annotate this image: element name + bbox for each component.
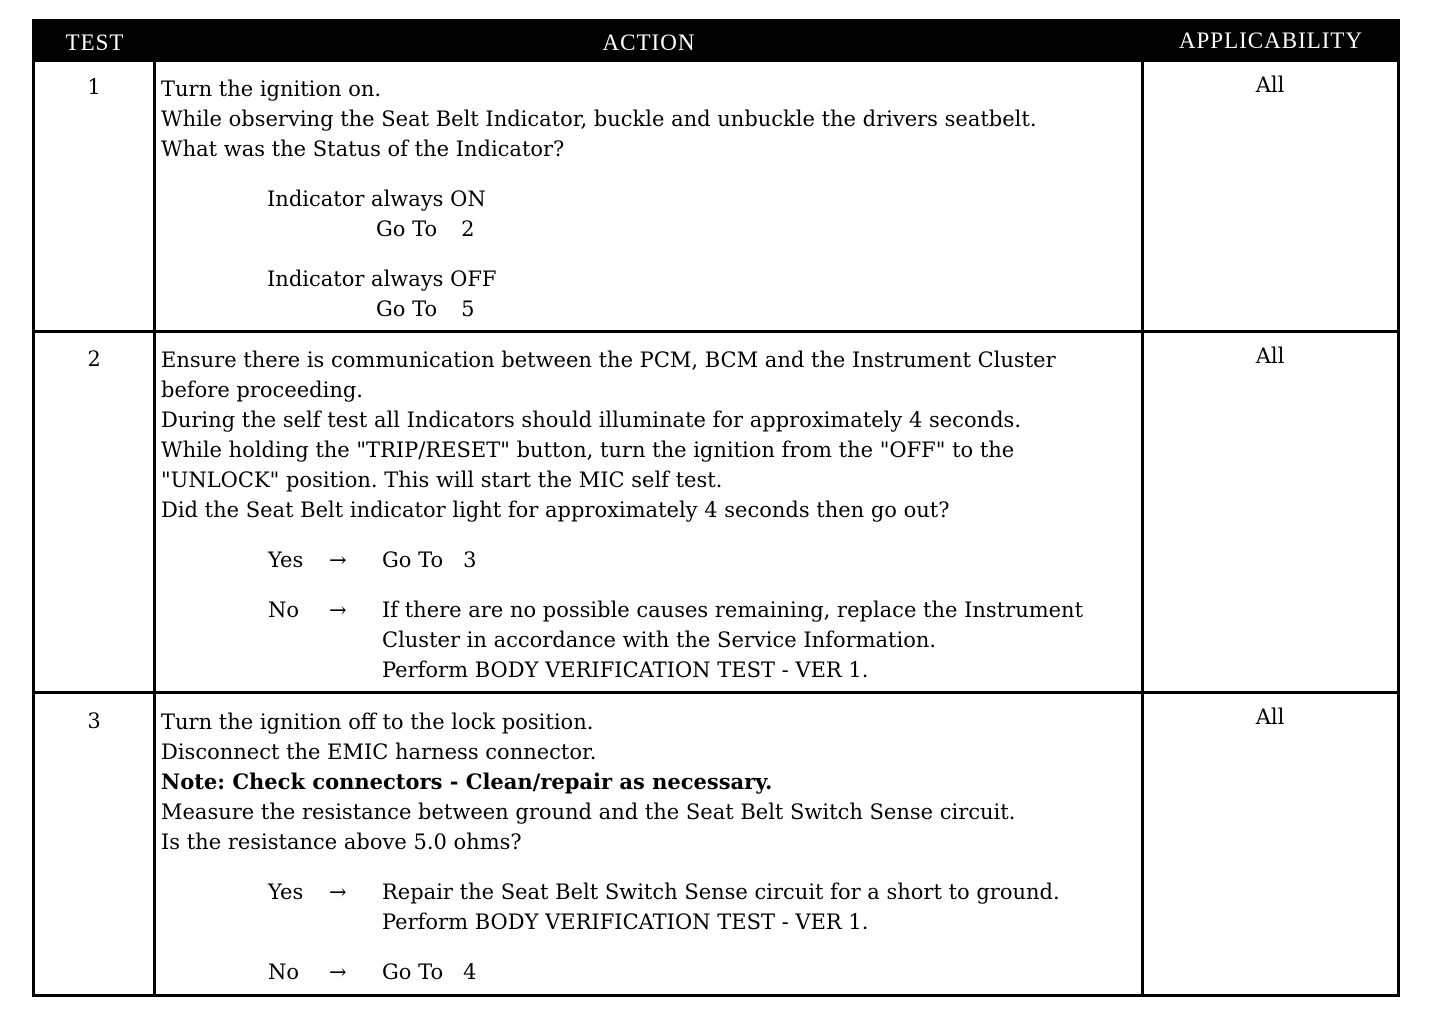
outcome-yes	[161, 877, 1137, 937]
diagnostic-table	[32, 19, 1400, 997]
outcome-no	[161, 957, 1137, 987]
outcome-line: Perform BODY VERIFICATION TEST - VER 1.	[382, 910, 869, 934]
outcome-no	[161, 595, 1137, 685]
outcome-label: No	[268, 960, 300, 984]
outcome-label: Yes	[268, 548, 304, 572]
table-header	[35, 22, 1397, 62]
action-line: Turn the ignition on.	[161, 77, 382, 101]
outcome-line: Go To 4	[382, 960, 477, 984]
test-number: 3	[87, 709, 101, 733]
row-divider	[35, 330, 1397, 333]
row-divider	[35, 691, 1397, 694]
outcome-line: If there are no possible causes remaining, replace the Instrument	[382, 598, 1084, 622]
action-line: Is the resistance above 5.0 ohms?	[161, 830, 522, 854]
action-line: Did the Seat Belt indicator light for approximately 4 seconds then go out?	[161, 498, 950, 522]
header-action: ACTION	[602, 30, 696, 55]
action-line: While observing the Seat Belt Indicator, buckle and unbuckle the drivers seatbelt.	[161, 107, 1037, 131]
outcome-yes	[161, 545, 1137, 575]
test-number: 2	[87, 347, 101, 371]
right-arrow-icon: →	[329, 548, 347, 572]
action-cell	[161, 345, 1137, 685]
action-cell	[161, 707, 1137, 987]
indicator-status: Indicator always ON	[267, 187, 486, 211]
action-line: Measure the resistance between ground and the Seat Belt Switch Sense circuit.	[161, 800, 1016, 824]
outcome-body	[382, 595, 1137, 685]
action-line: before proceeding.	[161, 378, 363, 402]
outcome-line: Perform BODY VERIFICATION TEST - VER 1.	[382, 658, 869, 682]
action-line: Turn the ignition off to the lock position.	[161, 710, 594, 734]
outcome-line: Repair the Seat Belt Switch Sense circuit for a short to ground.	[382, 880, 1060, 904]
goto-label: Go To	[376, 297, 438, 321]
action-line: "UNLOCK" position. This will start the MIC self test.	[161, 468, 723, 492]
indicator-status: Indicator always OFF	[267, 267, 497, 291]
outcome-body	[382, 877, 1137, 937]
outcome-body	[382, 545, 1137, 575]
outcome-label: No	[268, 598, 300, 622]
action-line: During the self test all Indicators should illuminate for approximately 4 seconds.	[161, 408, 1022, 432]
outcome-line: Cluster in accordance with the Service Information.	[382, 628, 937, 652]
column-divider	[153, 62, 156, 994]
test-number: 1	[87, 75, 101, 99]
outcome-body	[382, 957, 1137, 987]
action-cell	[161, 74, 1137, 324]
note-line: Note: Check connectors - Clean/repair as necessary.	[161, 769, 773, 794]
goto-step	[161, 294, 1137, 324]
right-arrow-icon: →	[329, 960, 347, 984]
action-line: While holding the "TRIP/RESET" button, turn the ignition from the "OFF" to the	[161, 438, 1015, 462]
goto-number: 5	[461, 297, 475, 321]
right-arrow-icon: →	[329, 598, 347, 622]
header-test: TEST	[65, 30, 125, 55]
goto-label: Go To	[376, 217, 438, 241]
goto-number: 2	[461, 217, 475, 241]
column-divider	[1141, 62, 1144, 994]
goto-step	[161, 214, 1137, 244]
right-arrow-icon: →	[329, 880, 347, 904]
action-line: Disconnect the EMIC harness connector.	[161, 740, 597, 764]
applicability-value: All	[1255, 73, 1285, 97]
applicability-value: All	[1255, 344, 1285, 368]
action-line: Ensure there is communication between the PCM, BCM and the Instrument Cluster	[161, 348, 1056, 372]
applicability-value: All	[1255, 705, 1285, 729]
action-line: What was the Status of the Indicator?	[161, 137, 565, 161]
outcome-label: Yes	[268, 880, 304, 904]
outcome-line: Go To 3	[382, 548, 477, 572]
header-applicability: APPLICABILITY	[1178, 28, 1364, 53]
